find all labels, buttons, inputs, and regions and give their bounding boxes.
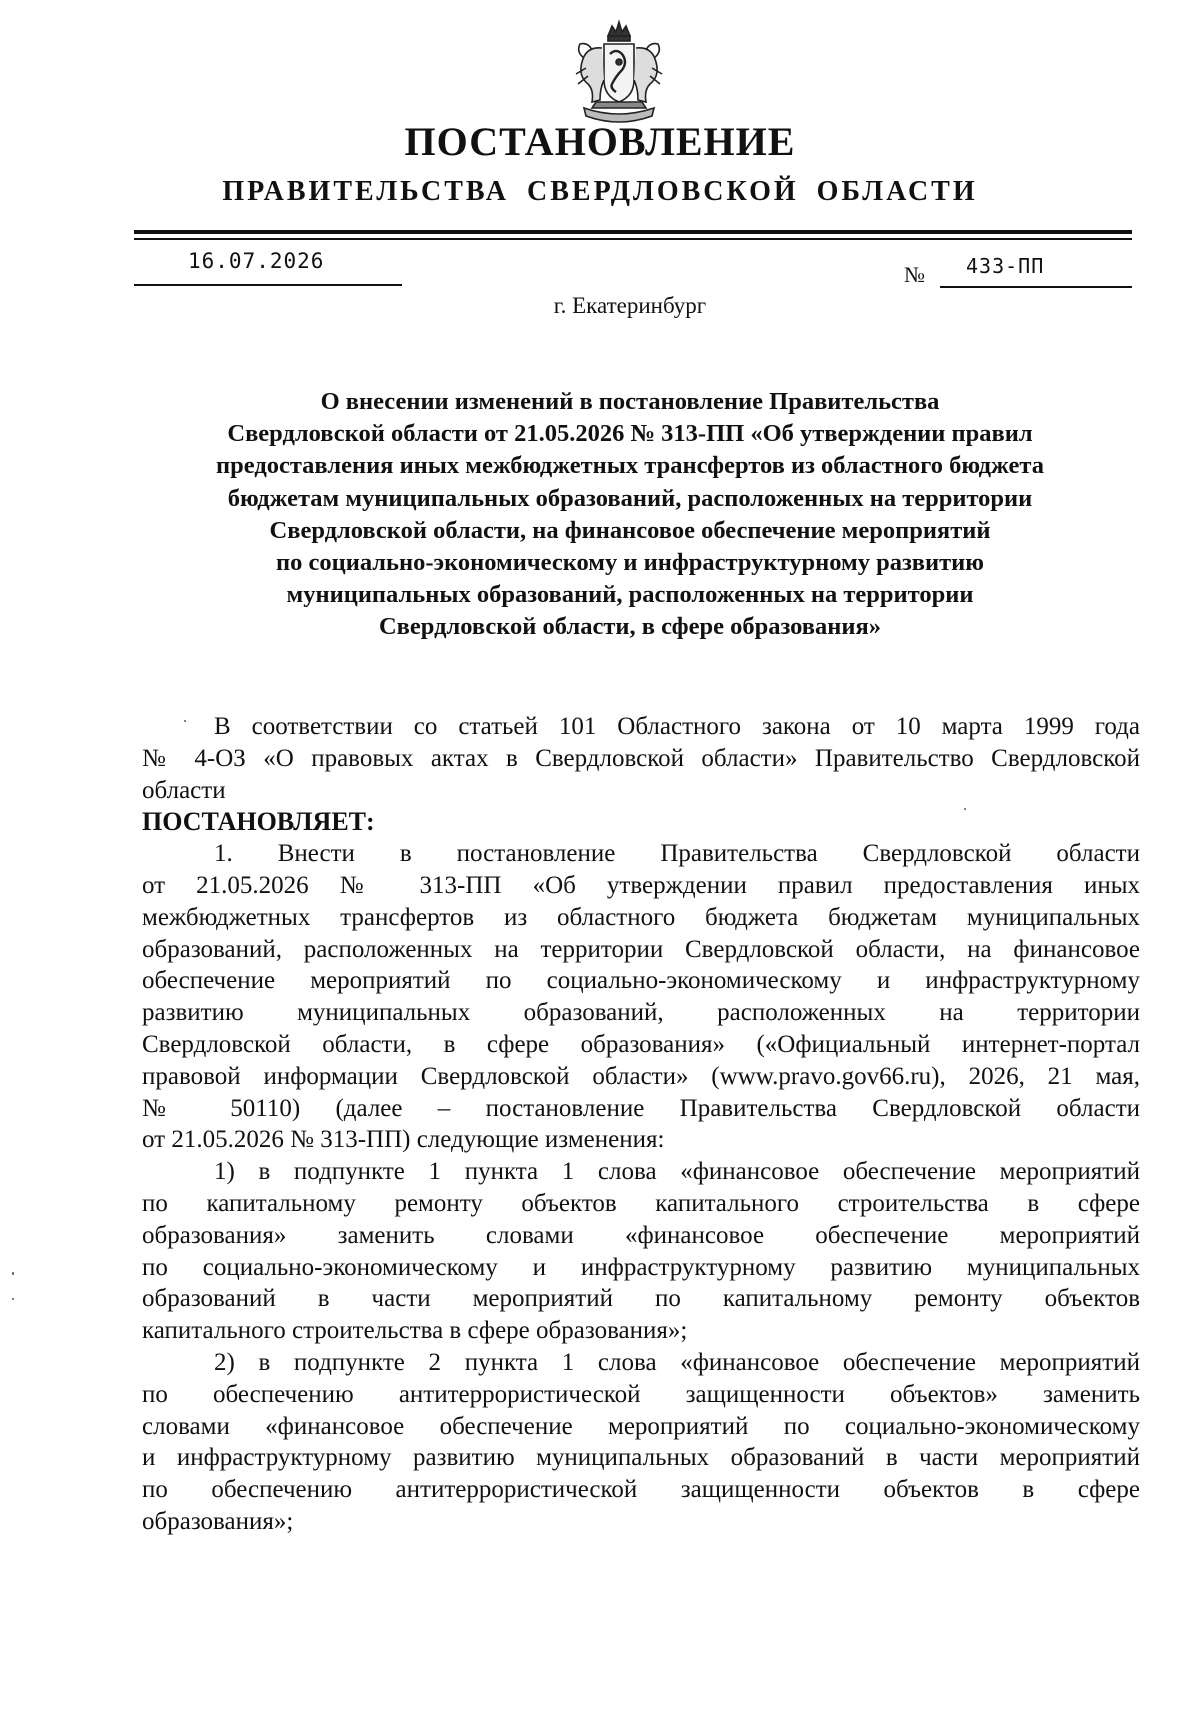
header-rule-thick [134,230,1132,234]
body-line: образования»; [142,1507,294,1535]
city-of-issue: г. Екатеринбург [553,293,707,318]
scan-speck [964,808,966,810]
document-body [142,711,1140,1538]
document-title [100,386,1160,644]
body-line: развитию муниципальных образований, расположенных на территории [142,999,1140,1027]
header-rule-thin [134,238,1132,240]
body-line: правовой информации Свердловской области» (www.pravo.gov66.ru), 2026, 21 мая, [142,1062,1140,1090]
date-underline [134,284,402,286]
title-line: Свердловской области, в сфере образования» [378,613,882,641]
body-line: образований в части мероприятий по капитальному ремонту объектов [142,1285,1140,1313]
title-line: по социально-экономическому и инфраструктурному развитию [275,549,985,577]
body-line: по обеспечению антитеррористической защищенности объектов» заменить [142,1380,1140,1408]
subitem-1-paragraph [142,1156,1140,1347]
body-line: и инфраструктурному развитию муниципальных образований в части мероприятий [142,1444,1140,1472]
title-line: муниципальных образований, расположенных на территории [286,581,974,609]
number-underline [940,286,1132,288]
coat-of-arms-icon [566,18,672,128]
body-line: межбюджетных трансфертов из областного бюджета бюджетам муниципальных [142,903,1140,931]
document-number: 433-ПП [966,254,1045,278]
body-line: области [142,776,226,804]
body-line: образований, расположенных на территории Свердловской области, на финансовое [142,935,1140,963]
title-line: Свердловской области от 21.05.2026 № 313-ПП «Об утверждении правил [227,420,1033,448]
resolve-heading: ПОСТАНОВЛЯЕТ: [142,807,375,837]
body-line: В соответствии со статьей 101 Областного закона от 10 марта 1999 года [214,713,1140,740]
body-line: словами «финансовое обеспечение мероприятий по социально-экономическому [142,1412,1140,1440]
scan-speck [12,1298,14,1300]
body-line: обеспечение мероприятий по социально-экономическому и инфраструктурному [142,967,1140,995]
body-line: от 21.05.2026 № 313-ПП) следующие изменения: [142,1126,665,1154]
body-line: по обеспечению антитеррористической защищенности объектов в сфере [142,1476,1140,1504]
preamble-paragraph [142,711,1140,806]
body-line: № 50110) (далее – постановление Правительства Свердловской области [142,1094,1140,1122]
document-type: ПОСТАНОВЛЕНИЕ [404,119,796,164]
title-line: бюджетам муниципальных образований, расположенных на территории [227,484,1033,512]
number-sign: № [904,262,925,287]
title-line: предоставления иных межбюджетных трансфертов из областного бюджета [216,452,1044,480]
body-line: капитального строительства в сфере образования»; [142,1317,688,1345]
item-1-paragraph [142,838,1140,1156]
scan-speck [184,720,186,722]
body-line: образования» заменить словами «финансовое обеспечение мероприятий [142,1221,1140,1249]
body-line: Свердловской области, в сфере образования» («Официальный интернет-портал [142,1030,1140,1058]
body-line: по социально-экономическому и инфраструктурному развитию муниципальных [142,1253,1140,1281]
subitem-2-paragraph [142,1347,1140,1538]
body-line: от 21.05.2026 № 313-ПП «Об утверждении правил предоставления иных [142,871,1140,899]
issuing-organization: ПРАВИТЕЛЬСТВА СВЕРДЛОВСКОЙ ОБЛАСТИ [222,176,978,207]
body-line: 1) в подпункте 1 пункта 1 слова «финансовое обеспечение мероприятий [214,1158,1140,1186]
body-line: № 4-ОЗ «О правовых актах в Свердловской области» Правительство Свердловской [142,744,1140,772]
document-date: 16.07.2026 [188,249,325,273]
body-line: 1. Внести в постановление Правительства Свердловской области [214,840,1140,868]
title-line: О внесении изменений в постановление Правительства [320,388,940,415]
title-line: Свердловской области, на финансовое обеспечение мероприятий [269,516,991,544]
body-line: по капитальному ремонту объектов капитального строительства в сфере [142,1189,1140,1217]
scan-speck [12,1272,14,1275]
body-line: 2) в подпункте 2 пункта 1 слова «финансовое обеспечение мероприятий [214,1348,1140,1376]
